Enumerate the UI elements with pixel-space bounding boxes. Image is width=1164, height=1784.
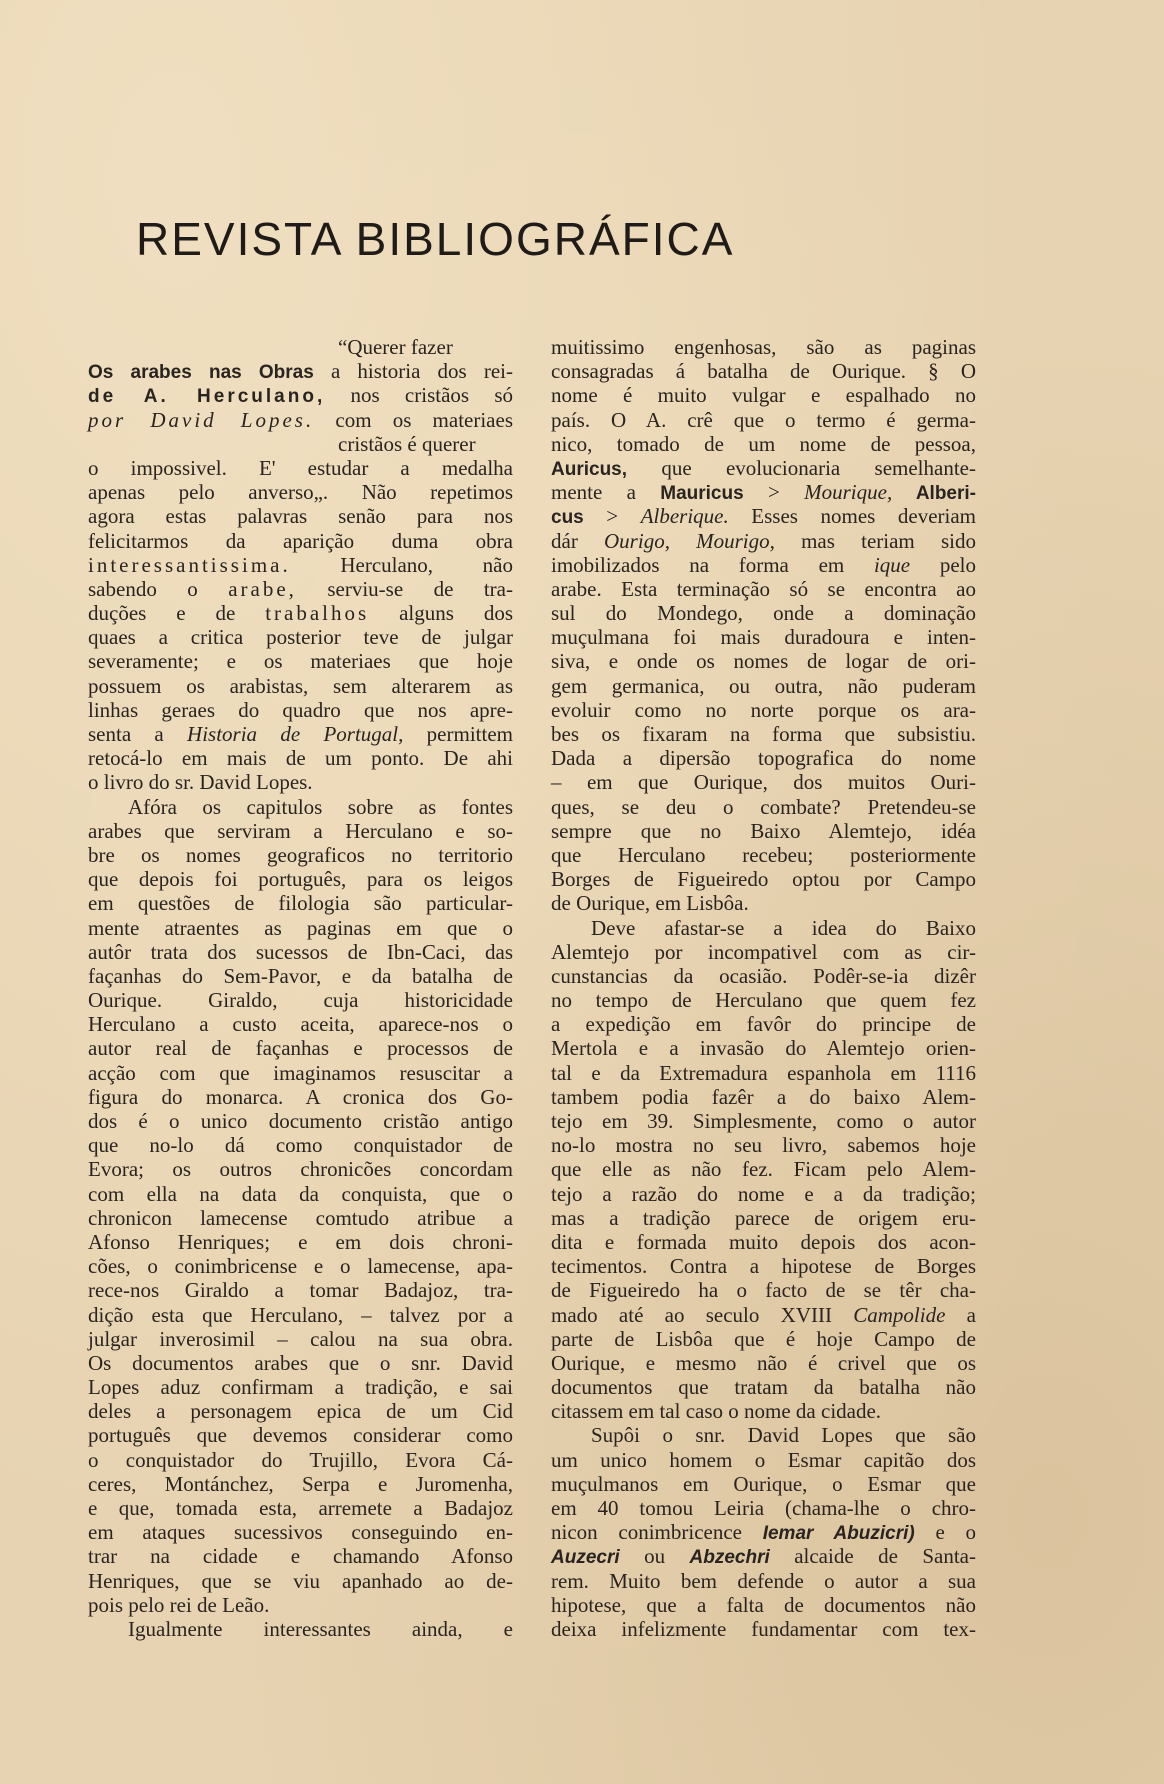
text-line bbox=[551, 1496, 976, 1520]
text-segment: mado até ao seculo XVIII bbox=[551, 1302, 854, 1327]
text-line bbox=[88, 1423, 513, 1447]
text-segment: português que devemos considerar como bbox=[88, 1423, 513, 1448]
text-segment: Mauricus bbox=[660, 483, 744, 505]
text-line bbox=[88, 1254, 513, 1278]
text-segment: muçulmana foi mais duradoura e inten- bbox=[551, 625, 976, 650]
text-segment: – em que Ourique, dos muitos Ouri- bbox=[551, 770, 976, 795]
text-segment: Iemar Abuzicri) bbox=[762, 1523, 915, 1545]
text-segment: mas teriam sido bbox=[774, 528, 976, 553]
text-segment: o livro do sr. David Lopes. bbox=[88, 770, 313, 795]
text-line bbox=[88, 916, 513, 940]
text-line bbox=[88, 1157, 513, 1181]
text-segment: rem. Muito bem defende o autor a sua bbox=[551, 1568, 976, 1593]
text-segment: senta a bbox=[88, 722, 188, 746]
text-segment: linhas geraes do quadro que nos apre- bbox=[88, 697, 513, 722]
text-segment: serviu-se de tra- bbox=[296, 576, 513, 601]
text-segment: alcaide de Santa- bbox=[769, 1544, 976, 1569]
text-segment: sempre que no Baixo Alemtejo, idéa bbox=[551, 818, 976, 843]
text-segment: Borges de Figueiredo optou por Campo bbox=[551, 867, 976, 892]
text-segment: retocá-lo em mais de um ponto. De ahi bbox=[88, 746, 513, 771]
text-segment: arabe, bbox=[228, 576, 297, 601]
text-segment: o conquistador do Trujillo, Evora Cá- bbox=[88, 1447, 513, 1472]
text-segment: dição esta que Herculano, – talvez por a bbox=[88, 1302, 513, 1327]
text-line bbox=[88, 867, 513, 891]
text-segment: mente a bbox=[551, 480, 661, 505]
text-line bbox=[551, 1254, 976, 1278]
text-line bbox=[88, 601, 513, 625]
text-segment: país. O A. crê que o termo é germa- bbox=[551, 407, 976, 432]
text-line bbox=[551, 335, 976, 359]
text-segment: tal e da Extremadura espanhola em 1116 bbox=[551, 1060, 976, 1085]
text-line bbox=[551, 1036, 976, 1060]
text-line bbox=[551, 1351, 976, 1375]
text-line bbox=[88, 1351, 513, 1375]
text-segment: dita e formada muito depois dos acon- bbox=[551, 1229, 976, 1254]
text-line bbox=[88, 1303, 513, 1327]
text-segment: ceres, Montánchez, Serpa e Juromenha, bbox=[88, 1471, 513, 1496]
text-segment: deixa infelizmente fundamentar com tex- bbox=[551, 1616, 976, 1641]
text-line bbox=[88, 1520, 513, 1544]
text-segment: nome é muito vulgar e espalhado no bbox=[551, 383, 976, 408]
text-line bbox=[551, 770, 976, 794]
text-segment: Alemtejo por incompativel com as cir- bbox=[551, 939, 976, 964]
text-segment: duções e de bbox=[88, 601, 266, 626]
text-line bbox=[551, 964, 976, 988]
text-segment: que depois foi português, para os leigos bbox=[88, 867, 513, 892]
text-line bbox=[88, 1496, 513, 1520]
text-segment: Os arabes nas Obras bbox=[88, 362, 314, 384]
text-segment: trabalhos bbox=[265, 601, 370, 626]
text-line bbox=[551, 1230, 976, 1254]
text-segment: que Herculano recebeu; posteriormente bbox=[551, 842, 976, 867]
text-segment: em 40 tomou Leiria (chama-lhe o chro- bbox=[551, 1496, 976, 1520]
text-line bbox=[88, 1448, 513, 1472]
text-segment: agora estas palavras senão para nos bbox=[88, 504, 513, 529]
text-line bbox=[551, 940, 976, 964]
text-line bbox=[551, 456, 976, 480]
text-segment: citassem em tal caso o nome da cidade. bbox=[551, 1399, 882, 1424]
text-line bbox=[551, 819, 976, 843]
text-line bbox=[88, 529, 513, 553]
text-line bbox=[551, 383, 976, 407]
text-line bbox=[88, 1278, 513, 1302]
text-line bbox=[88, 1061, 513, 1085]
text-segment: a bbox=[945, 1302, 976, 1327]
text-segment: Mourique, bbox=[804, 480, 893, 505]
text-segment: felicitarmos da aparição duma obra bbox=[88, 528, 513, 553]
text-line bbox=[551, 1617, 976, 1641]
text-segment: nico, tomado de um nome de pessoa, bbox=[551, 431, 976, 456]
text-line bbox=[88, 1182, 513, 1206]
text-line bbox=[551, 795, 976, 819]
text-line bbox=[551, 601, 976, 625]
text-line bbox=[551, 480, 976, 504]
text-segment: muçulmanos em Ourique, o Esmar que bbox=[551, 1471, 976, 1496]
text-segment: mente atraentes as paginas em que o bbox=[88, 915, 513, 940]
text-segment: Ourique, e mesmo não é crivel que os bbox=[551, 1350, 976, 1375]
text-line bbox=[88, 1230, 513, 1254]
text-segment: parte de Lisbôa que é hoje Campo de bbox=[551, 1326, 976, 1351]
text-line bbox=[551, 1399, 976, 1423]
text-segment: gem germanica, ou outra, não puderam bbox=[551, 673, 976, 698]
text-line bbox=[551, 1061, 976, 1085]
text-segment: dár bbox=[551, 528, 605, 553]
text-line bbox=[88, 746, 513, 770]
text-segment: interessantissima. bbox=[88, 552, 291, 577]
text-line bbox=[551, 722, 976, 746]
text-segment: com os materiaes bbox=[314, 407, 513, 432]
text-line bbox=[88, 964, 513, 988]
text-segment: hipotese, que a falta de documentos não bbox=[551, 1592, 976, 1617]
text-line bbox=[88, 1593, 513, 1617]
text-segment: muitissimo engenhosas, são as paginas bbox=[551, 335, 976, 359]
text-segment: a historia dos rei- bbox=[313, 359, 514, 384]
text-segment: ques, se deu o combate? Pretendeu-se bbox=[551, 794, 976, 819]
text-segment: a expedição em favôr do principe de bbox=[551, 1012, 976, 1037]
text-line bbox=[88, 819, 513, 843]
text-line bbox=[551, 1544, 976, 1568]
text-line bbox=[88, 1399, 513, 1423]
text-segment: tecimentos. Contra a hipotese de Borges bbox=[551, 1254, 976, 1279]
text-segment: bes os fixaram na forma que subsistiu. bbox=[551, 722, 976, 746]
text-segment: Supôi o snr. David Lopes que são bbox=[591, 1423, 976, 1448]
text-line bbox=[551, 1520, 976, 1544]
text-segment: Herculano, não bbox=[290, 552, 513, 577]
text-line bbox=[88, 1133, 513, 1157]
text-segment: figura do monarca. A cronica dos Go- bbox=[88, 1084, 513, 1109]
text-line bbox=[88, 770, 513, 794]
text-line bbox=[88, 335, 513, 359]
text-segment: em questões de filologia são particular- bbox=[88, 891, 513, 916]
text-line bbox=[551, 553, 976, 577]
text-line bbox=[88, 674, 513, 698]
text-line bbox=[551, 891, 976, 915]
text-segment: no-lo mostra no seu livro, sabemos hoje bbox=[551, 1133, 976, 1158]
text-line bbox=[551, 1375, 976, 1399]
text-segment: evoluir como no norte porque os ara- bbox=[551, 697, 976, 722]
text-line bbox=[551, 649, 976, 673]
text-segment: nicon conimbricence bbox=[551, 1520, 763, 1545]
text-line bbox=[551, 408, 976, 432]
text-segment: documentos que tratam da batalha não bbox=[551, 1375, 976, 1400]
page-title: REVISTA BIBLIOGRÁFICA bbox=[136, 213, 735, 265]
text-line bbox=[88, 649, 513, 673]
text-segment: e que, tomada esta, arremete a Badajoz bbox=[88, 1496, 513, 1520]
text-line bbox=[551, 1157, 976, 1181]
text-segment: façanhas do Sem-Pavor, e da batalha de bbox=[88, 963, 513, 988]
text-line bbox=[551, 1448, 976, 1472]
text-segment: no tempo de Herculano que quem fez bbox=[551, 988, 976, 1013]
text-segment: Ourique. Giraldo, cuja historicidade bbox=[88, 988, 513, 1013]
text-line bbox=[88, 795, 513, 819]
text-segment: pelo bbox=[910, 552, 976, 577]
text-line bbox=[551, 1423, 976, 1447]
text-line bbox=[88, 722, 513, 746]
text-segment: Historia de Portugal, bbox=[187, 722, 404, 746]
text-segment: autor real de façanhas e processos de bbox=[88, 1036, 513, 1061]
text-segment: pois pelo rei de Leão. bbox=[88, 1592, 270, 1617]
text-segment: > bbox=[743, 480, 805, 505]
text-line bbox=[88, 480, 513, 504]
text-segment: consagradas á batalha de Ourique. § O bbox=[551, 359, 976, 384]
text-line bbox=[88, 940, 513, 964]
text-line bbox=[88, 383, 513, 407]
text-segment: cristãos é querer bbox=[338, 431, 476, 456]
text-segment: siva, e onde os nomes de logar de ori- bbox=[551, 649, 976, 674]
text-line bbox=[551, 1085, 976, 1109]
text-segment: Afóra os capitulos sobre as fontes bbox=[128, 794, 513, 819]
text-segment: cunstancias da ocasião. Podêr-se-ia dizêr bbox=[551, 963, 976, 988]
text-segment: rece-nos Giraldo a tomar Badajoz, tra- bbox=[88, 1278, 513, 1303]
text-line bbox=[88, 577, 513, 601]
text-segment: que no-lo dá como conquistador de bbox=[88, 1133, 513, 1158]
text-segment: Herculano a custo aceita, aparece-nos o bbox=[88, 1012, 513, 1037]
text-line bbox=[88, 1109, 513, 1133]
text-segment: trar na cidade e chamando Afonso bbox=[88, 1544, 513, 1569]
text-segment: chronicon lamecense comtudo atribue a bbox=[88, 1205, 513, 1230]
text-line bbox=[551, 988, 976, 1012]
text-line bbox=[551, 504, 976, 528]
text-segment: sabendo o bbox=[88, 576, 229, 601]
text-line bbox=[551, 432, 976, 456]
text-line bbox=[551, 1182, 976, 1206]
text-segment: ique bbox=[873, 552, 911, 577]
text-segment: dos é o unico documento cristão antigo bbox=[88, 1109, 513, 1133]
text-line bbox=[551, 1206, 976, 1230]
text-segment: “Querer fazer bbox=[338, 335, 453, 359]
text-line bbox=[88, 843, 513, 867]
text-segment: sul do Mondego, onde a dominação bbox=[551, 601, 976, 626]
text-segment: tejo em 39. Simplesmente, como o autor bbox=[551, 1109, 976, 1133]
text-segment: Abzechri bbox=[689, 1547, 770, 1569]
text-segment: Afonso Henriques; e em dois chroni- bbox=[88, 1229, 513, 1254]
text-segment: que evolucionaria semelhante- bbox=[627, 455, 976, 480]
text-segment: Campolide bbox=[853, 1302, 946, 1327]
text-line bbox=[551, 698, 976, 722]
text-segment: bre os nomes geograficos no territorio bbox=[88, 842, 513, 867]
text-line bbox=[88, 1036, 513, 1060]
right-column bbox=[551, 335, 976, 1641]
text-segment: Deve afastar-se a idea do Baixo bbox=[591, 915, 976, 940]
text-line bbox=[88, 698, 513, 722]
text-line bbox=[551, 359, 976, 383]
text-segment: Os documentos arabes que o snr. David bbox=[88, 1350, 513, 1375]
left-column bbox=[88, 335, 513, 1641]
text-segment: Ourigo, Mourigo, bbox=[604, 528, 775, 553]
text-segment: > bbox=[583, 504, 641, 529]
text-segment: Evora; os outros chronicões concordam bbox=[88, 1157, 513, 1182]
text-line bbox=[551, 1109, 976, 1133]
text-segment: Auzecri bbox=[551, 1547, 620, 1569]
text-segment: com ella na data da conquista, que o bbox=[88, 1181, 513, 1206]
text-segment: quaes a critica posterior teve de julgar bbox=[88, 625, 513, 650]
text-line bbox=[88, 1012, 513, 1036]
text-line bbox=[551, 916, 976, 940]
text-line bbox=[551, 843, 976, 867]
text-segment: um unico homem o Esmar capitão dos bbox=[551, 1447, 976, 1472]
text-segment: nos cristãos só bbox=[325, 383, 513, 408]
text-line bbox=[551, 1569, 976, 1593]
text-line bbox=[88, 891, 513, 915]
text-line bbox=[88, 1617, 513, 1641]
text-segment: apenas pelo anverso„. Não repetimos bbox=[88, 480, 513, 505]
text-segment: arabe. Esta terminação só se encontra ao bbox=[551, 576, 976, 601]
text-line bbox=[88, 1327, 513, 1351]
text-segment: Alberi- bbox=[892, 483, 977, 505]
text-line bbox=[88, 1375, 513, 1399]
text-segment: possuem os arabistas, sem alterarem as bbox=[88, 673, 513, 698]
text-line bbox=[551, 1593, 976, 1617]
text-segment: tejo a razão do nome e a da tradição; bbox=[551, 1181, 976, 1206]
text-line bbox=[551, 1133, 976, 1157]
text-line bbox=[88, 988, 513, 1012]
text-segment: de A. Herculano, bbox=[88, 386, 326, 408]
text-segment: imobilizados na forma em bbox=[551, 552, 874, 577]
text-segment: Igualmente interessantes ainda, e bbox=[128, 1616, 513, 1641]
text-segment: que elle as não fez. Ficam pelo Alem- bbox=[551, 1157, 976, 1182]
text-line bbox=[88, 1569, 513, 1593]
text-line bbox=[551, 1012, 976, 1036]
text-line bbox=[88, 1206, 513, 1230]
text-line bbox=[551, 1303, 976, 1327]
text-segment: permittem bbox=[403, 722, 513, 746]
text-segment: alguns dos bbox=[369, 601, 513, 626]
text-line bbox=[88, 553, 513, 577]
text-segment: Mertola e a invasão do Alemtejo orien- bbox=[551, 1036, 976, 1061]
text-segment: Auricus, bbox=[551, 458, 628, 480]
text-line bbox=[88, 1472, 513, 1496]
text-line bbox=[551, 625, 976, 649]
text-segment: Alberique. bbox=[640, 504, 729, 529]
text-line bbox=[88, 625, 513, 649]
text-line bbox=[551, 1472, 976, 1496]
text-segment: Esses nomes deveriam bbox=[728, 504, 976, 529]
text-line bbox=[88, 504, 513, 528]
text-line bbox=[551, 1327, 976, 1351]
text-segment: deles a personagem epica de um Cid bbox=[88, 1399, 513, 1424]
text-segment: cus bbox=[551, 507, 584, 529]
text-segment: julgar inverosimil – calou na sua obra. bbox=[88, 1326, 513, 1351]
text-segment: Lopes aduz confirmam a tradição, e sai bbox=[88, 1375, 513, 1400]
text-segment: tambem podia fazêr a do baixo Alem- bbox=[551, 1084, 976, 1109]
text-segment: Henriques, que se viu apanhado ao de- bbox=[88, 1568, 513, 1593]
text-line bbox=[551, 674, 976, 698]
text-segment: ou bbox=[619, 1544, 690, 1569]
text-line bbox=[551, 577, 976, 601]
text-segment: Dada a dipersão topografica do nome bbox=[551, 746, 976, 771]
text-segment: cões, o conimbricense e o lamecense, apa- bbox=[88, 1254, 513, 1279]
text-segment: autôr trata dos sucessos de Ibn-Caci, das bbox=[88, 939, 513, 964]
text-segment: em ataques sucessivos conseguindo en- bbox=[88, 1520, 513, 1545]
text-line bbox=[88, 359, 513, 383]
text-line bbox=[551, 867, 976, 891]
text-segment: de Figueiredo ha o facto de se têr cha- bbox=[551, 1278, 976, 1303]
text-line bbox=[551, 1278, 976, 1302]
text-segment: e o bbox=[914, 1520, 976, 1545]
text-line bbox=[88, 408, 513, 432]
text-line bbox=[88, 456, 513, 480]
text-line bbox=[88, 1085, 513, 1109]
text-segment: mas a tradição parece de origem eru- bbox=[551, 1205, 976, 1230]
text-line bbox=[551, 746, 976, 770]
text-segment: arabes que serviram a Herculano e so- bbox=[88, 818, 513, 843]
text-segment: acção com que imaginamos resuscitar a bbox=[88, 1060, 513, 1085]
text-segment: por David Lopes. bbox=[88, 407, 315, 432]
text-line bbox=[88, 1544, 513, 1568]
text-segment: severamente; e os materiaes que hoje bbox=[88, 649, 513, 674]
text-line bbox=[88, 432, 513, 456]
text-segment: de Ourique, em Lisbôa. bbox=[551, 891, 749, 916]
text-segment: o impossivel. E' estudar a medalha bbox=[88, 455, 513, 480]
text-line bbox=[551, 529, 976, 553]
